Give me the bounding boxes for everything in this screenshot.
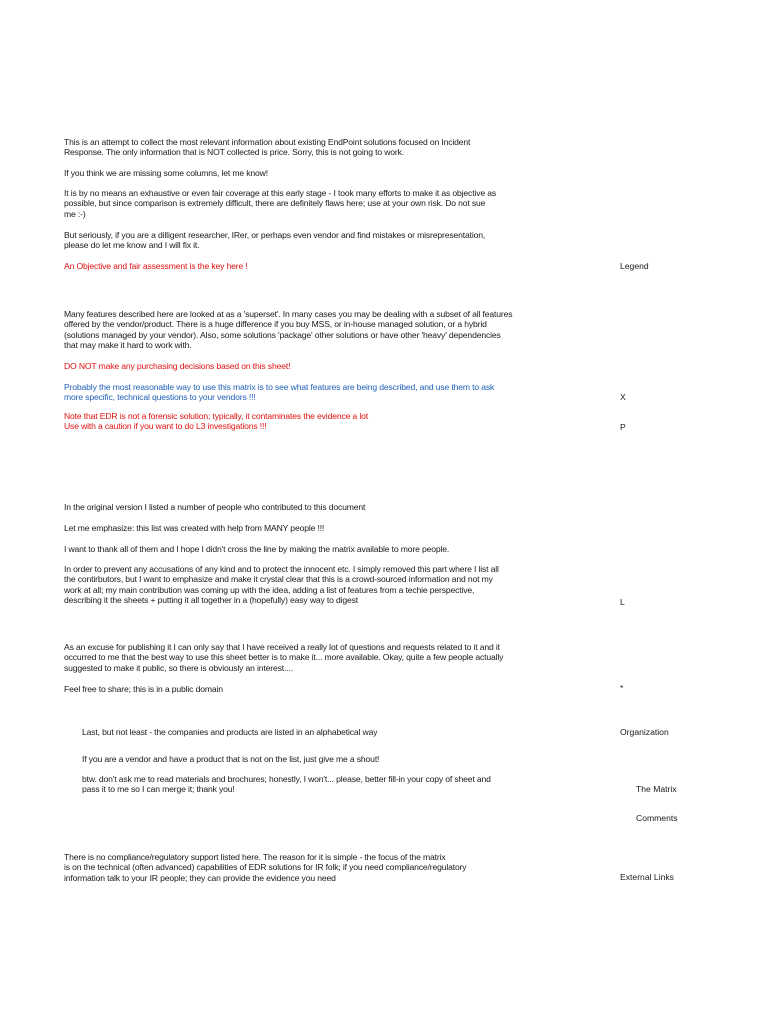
organization-link[interactable]: Organization bbox=[620, 727, 669, 737]
compliance-paragraph: There is no compliance/regulatory support listed here. The reason for it is simple - the focus of the matrix is on the technical (often advanced) capabilities of EDR solutions for IR folk; if you need compliance/regulatory information talk to your IR people; they can provide the evidence you need bbox=[64, 852, 467, 883]
emphasize-text: Let me emphasize: this list was created with help from MANY people !!! bbox=[64, 523, 325, 533]
edr-forensic-warning: Note that EDR is not a forensic solution; typically, it contaminates the evidence a lot Use with a caution if you want to do L3 investigations !!! bbox=[64, 411, 368, 432]
vendor-shout-text: If you are a vendor and have a product that is not on the list, just give me a shout! bbox=[82, 754, 380, 764]
excuse-paragraph: As an excuse for publishing it I can only say that I have received a really lot of questions and requests related to it and it occurred to me that the best way to use this sheet better is to make it... more available. Okay, quite a few people actually suggested to make it public, so there is obviously an interest.... bbox=[64, 642, 504, 673]
seriously-paragraph: But seriously, if you are a dilligent researcher, IRer, or perhaps even vendor and find mistakes or misrepresentation, please do let me know and I will fix it. bbox=[64, 230, 486, 251]
superset-paragraph: Many features described here are looked at as a 'superset'. In many cases you may be dealing with a subset of all features offered by the vendor/product. There is a huge difference if you buy MSS, or in-house managed solution, or a hybrid (solutions managed by your vendor). Also, some solutions 'package' other solutions or have other 'heavy' dependencies that may make it hard to work with. bbox=[64, 309, 513, 351]
no-purchasing-warning: DO NOT make any purchasing decisions based on this sheet! bbox=[64, 361, 291, 371]
free-share-text: Feel free to share; this is in a public domain bbox=[64, 684, 223, 694]
prevent-accusations-paragraph: In order to prevent any accusations of any kind and to protect the innocent etc. I simply removed this part where I list all the contirbutors, but I want to emphasize and make it crystal clear that this is a crowd-sourced information and not my work at all; my main contribution was coming up with the idea, adding a list of features from a techie perspective, describing it the sheets + putting it all together in a (hopefully) easy way to digest bbox=[64, 564, 499, 606]
missing-columns-text: If you think we are missing some columns, let me know! bbox=[64, 168, 268, 178]
legend-label: Legend bbox=[620, 261, 649, 271]
intro-paragraph: This is an attempt to collect the most relevant information about existing EndPoint solutions focused on Incident Response. The only information that is NOT collected is price. Sorry, this is not going to work. bbox=[64, 137, 471, 158]
external-links-link[interactable]: External Links bbox=[620, 872, 674, 882]
btw-paragraph: btw. don't ask me to read materials and brochures; honestly, I won't... please, better fill-in your copy of sheet and pass it to me so I can merge it; thank you! bbox=[82, 774, 491, 795]
objective-assessment-note: An Objective and fair assessment is the key here ! bbox=[64, 261, 248, 271]
coverage-paragraph: It is by no means an exhaustive or even fair coverage at this early stage - I took many efforts to make it as objective as possible, but since comparison is extremely difficult, there are definitely flaws here; use at your own risk. Do not sue me :-) bbox=[64, 188, 496, 219]
legend-l-symbol: L bbox=[620, 597, 625, 607]
legend-x-symbol: X bbox=[620, 392, 626, 402]
reasonable-way-note: Probably the most reasonable way to use this matrix is to see what features are being described, and use them to ask more specific, technical questions to your vendors !!! bbox=[64, 382, 495, 403]
thank-all-text: I want to thank all of them and I hope I didn't cross the line by making the matrix available to more people. bbox=[64, 544, 450, 554]
legend-asterisk-symbol: * bbox=[620, 683, 624, 693]
alphabetical-order-text: Last, but not least - the companies and products are listed in an alphabetical way bbox=[82, 727, 378, 737]
comments-link[interactable]: Comments bbox=[636, 813, 678, 823]
original-version-text: In the original version I listed a number of people who contributed to this document bbox=[64, 502, 366, 512]
legend-p-symbol: P bbox=[620, 422, 626, 432]
the-matrix-link[interactable]: The Matrix bbox=[636, 784, 677, 794]
